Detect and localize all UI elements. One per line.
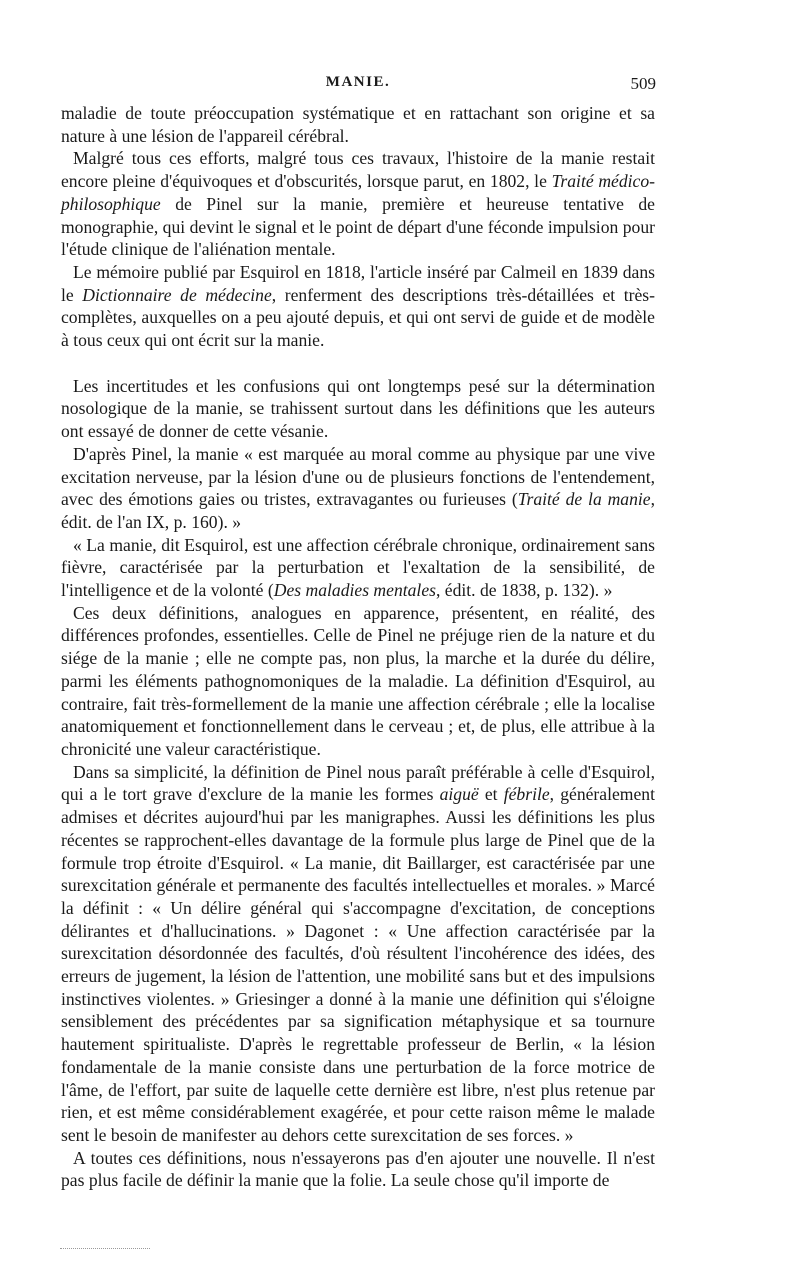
page-number: 509 <box>630 74 656 93</box>
text-run: et <box>478 784 504 805</box>
text-run: , édit. de l'an IX, p. 160). » <box>61 489 655 532</box>
text-run: D'après Pinel, la manie « est marquée au moral comme au physique par une vive excitation nerveuse, par la lésion d'une ou de plusieurs fonctions de l'entendement, avec des émotions gaies ou tristes, extravagantes ou furieuses ( <box>61 443 655 510</box>
paragraph-p3 <box>61 261 655 352</box>
text-run: A toutes ces définitions, nous n'essayerons pas d'en ajouter une nouvelle. Il n'est pas plus facile de définir la manie que la folie. La seule chose qu'il importe de <box>61 1147 655 1191</box>
paragraph-p5 <box>61 443 655 534</box>
italic-title: aiguë <box>439 784 479 805</box>
section-gap <box>61 352 655 375</box>
paragraph-p6 <box>61 534 655 602</box>
text-run: , renferment des descriptions très-détaillées et très-complètes, auxquelles on a peu ajouté depuis, et qui ont servi de guide et de modèle à tous ceux qui ont écrit sur la manie. <box>61 284 655 351</box>
paragraph-p1 <box>61 102 655 147</box>
text-run: « La manie, dit Esquirol, est une affection cérébrale chronique, ordinairement sans fièvre, caractérisée par la perturbation et l'exaltation de la sensibilité, de l'intelligence et de la volonté ( <box>61 534 655 601</box>
italic-title: Traité médico-philosophique <box>61 171 655 214</box>
italic-title: fébrile <box>503 784 550 805</box>
text-run: Les incertitudes et les confusions qui ont longtemps pesé sur la détermination nosologique de la manie, se trahissent surtout dans les définitions que les auteurs ont essayé de donner de cette vésanie. <box>61 375 655 442</box>
italic-title: Des maladies mentales <box>273 580 436 601</box>
running-title: MANIE. <box>325 74 391 90</box>
paragraph-p8 <box>61 761 655 1147</box>
text-run: Malgré tous ces efforts, malgré tous ces travaux, l'histoire de la manie restait encore pleine d'équivoques et d'obscurités, lorsque parut, en 1802, le <box>61 148 655 192</box>
paragraph-p7 <box>61 602 655 761</box>
footer-rule <box>60 1248 150 1249</box>
text-run: de Pinel sur la manie, première et heureuse tentative de monographie, qui devint le signal et le point de départ d'une féconde impulsion pour l'étude clinique de l'aliénation mentale. <box>61 193 655 260</box>
paragraph-p2 <box>61 147 655 261</box>
italic-title: Traité de la manie <box>517 489 651 510</box>
body-text <box>61 102 655 1192</box>
text-run: Dans sa simplicité, la définition de Pinel nous paraît préférable à celle d'Esquirol, qui a le tort grave d'exclure de la manie les formes <box>61 761 655 805</box>
paragraph-p9 <box>61 1147 655 1192</box>
italic-title: Dictionnaire de médecine <box>82 284 272 305</box>
paragraph-p4 <box>61 375 655 443</box>
text-run: maladie de toute préoccupation systématique et en rattachant son origine et sa nature à une lésion de l'appareil cérébral. <box>61 103 655 146</box>
page-header <box>60 74 656 98</box>
text-run: Ces deux définitions, analogues en apparence, présentent, en réalité, des différences profondes, essentielles. Celle de Pinel ne préjuge rien de la nature et du siége de la manie ; elle ne compte pas, non plus, la marche et la durée du délire, parmi les éléments pathognomoniques de la maladie. La définition d'Esquirol, au contraire, fait très-formellement de la manie une affection cérébrale ; elle la localise anatomiquement et fonctionnellement dans le cerveau ; et, de plus, elle attribue à la chronicité une valeur caractéristique. <box>61 602 655 759</box>
text-run: , édit. de 1838, p. 132). » <box>435 580 613 601</box>
text-run: , généralement admises et décrites aujourd'hui par les manigraphes. Aussi les définitions les plus récentes se rapprochent-elles davantage de la formule plus large de Pinel que de la formule trop étroite d'Esquirol. « La manie, dit Baillarger, est caractérisée par une surexcitation générale et permanente des facultés intellectuelles et morales. » Marcé la définit : « Un délire général qui s'accompagne d'excitation, de conceptions délirantes et d'hallucinations. » Dagonet : « Une affection caractérisée par la surexcitation désordonnée des facultés, d'où résultent l'incohérence des idées, des erreurs de jugement, la lésion de l'attention, une mobilité sans but et des impulsions instinctives violentes. » Griesinger a donné à la manie une définition qui s'éloigne sensiblement des précédentes par sa signification métaphysique et sa tournure hautement spiritualiste. D'après le regrettable professeur de Berlin, « la lésion fondamentale de la manie consiste dans une perturbation de la force motrice de l'âme, de l'effort, par suite de laquelle cette dernière est libre, n'est plus retenue par rien, et est même considérablement exagérée, et pour cette raison même le malade sent le besoin de manifester au dehors cette surexcitation de ses forces. » <box>61 784 655 1145</box>
text-run: Le mémoire publié par Esquirol en 1818, l'article inséré par Calmeil en 1839 dans le <box>61 261 655 305</box>
